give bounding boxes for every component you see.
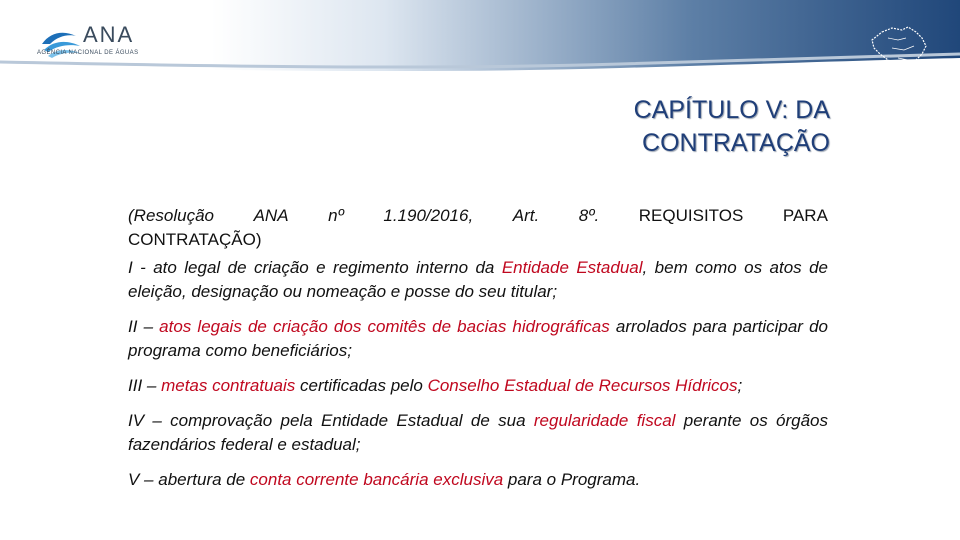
item-highlight: atos legais de criação dos comitês de bacias hidrográficas [159, 317, 610, 336]
ref-word: (Resolução [128, 206, 214, 225]
ref-word: 1.190/2016, [383, 206, 474, 225]
ref-word: Art. [512, 206, 540, 225]
requirement-item-2 [128, 315, 828, 363]
resolution-reference [128, 204, 828, 252]
ref-word: 8º. [578, 206, 600, 225]
page-title [634, 94, 830, 160]
item-highlight: regularidade fiscal [533, 411, 676, 430]
requirement-item-4 [128, 409, 828, 457]
item-text: certificadas pelo [295, 376, 428, 395]
ref-word: nº [328, 206, 344, 225]
item-highlight: metas contratuais [161, 376, 296, 395]
item-text: ; [737, 376, 743, 395]
item-highlight: Entidade Estadual [501, 258, 643, 277]
item-highlight: conta corrente bancária exclusiva [249, 470, 504, 489]
item-highlight: Conselho Estadual de Recursos Hídricos [427, 376, 738, 395]
requirements-body [128, 204, 828, 492]
logo-subtitle: AGÊNCIA NACIONAL DE ÁGUAS [37, 50, 139, 56]
ref-word: REQUISITOS [638, 206, 744, 225]
item-text: IV – comprovação pela Entidade Estadual de sua [128, 411, 534, 430]
item-text: arrolados para participar do programa como beneficiários; [128, 317, 828, 360]
brazil-map-icon [868, 24, 930, 78]
ref-line-2: CONTRATAÇÃO) [128, 230, 262, 249]
ref-word: PARA [782, 206, 828, 225]
requirement-item-1 [128, 256, 828, 304]
item-text: para o Programa. [503, 470, 641, 489]
ref-word: ANA [253, 206, 289, 225]
title-line-1: CAPÍTULO V: DA [633, 96, 830, 124]
item-text: II – [128, 317, 160, 336]
title-line-2: CONTRATAÇÃO [642, 129, 830, 157]
item-text: I - ato legal de criação e regimento interno da [128, 258, 502, 277]
item-text: III – [128, 376, 162, 395]
logo-name: ANA [83, 22, 135, 47]
item-text: perante os órgãos fazendários federal e estadual; [128, 411, 829, 454]
requirement-item-3 [128, 374, 828, 398]
requirement-item-5 [128, 468, 828, 492]
item-text: V – abertura de [128, 470, 250, 489]
item-text: , bem como os atos de eleição, designação ou nomeação e posse do seu titular; [128, 258, 828, 301]
